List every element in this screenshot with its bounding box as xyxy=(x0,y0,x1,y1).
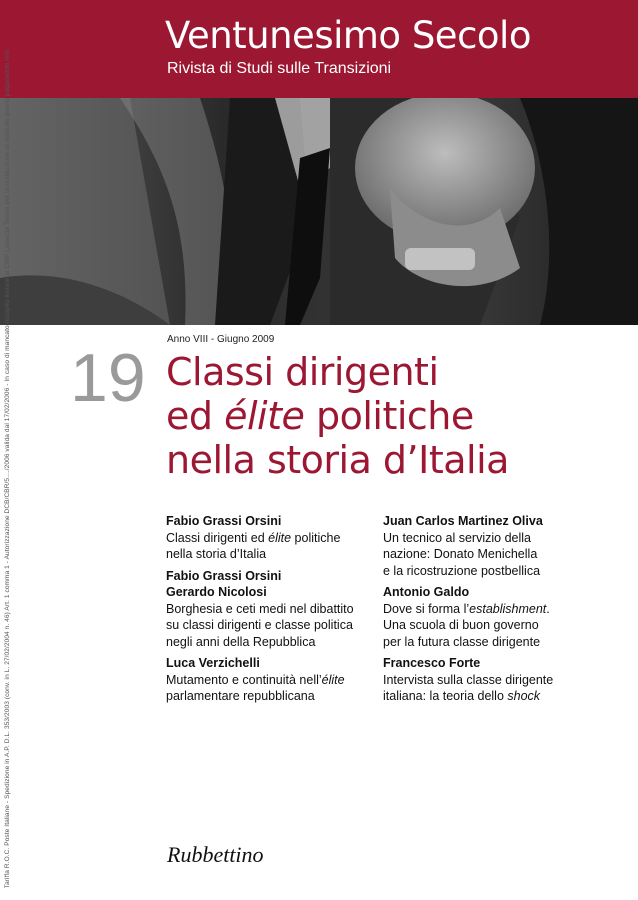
masthead xyxy=(0,0,638,98)
article-emphasis: establishment xyxy=(469,601,547,616)
article-text: italiana: la teoria dello xyxy=(383,689,508,703)
postal-notice xyxy=(0,0,16,900)
article-author: Fabio Grassi Orsini xyxy=(166,568,282,583)
title-text: ed xyxy=(166,394,225,438)
issue-title xyxy=(166,350,509,482)
issue-title-line-2 xyxy=(166,394,509,438)
title-emphasis: élite xyxy=(224,394,305,438)
contents-left-column xyxy=(166,513,366,710)
magazine-title: Ventunesimo Secolo xyxy=(165,14,531,57)
article-emphasis: élite xyxy=(321,672,345,687)
article-author: Antonio Galdo xyxy=(383,585,470,599)
article-title-line: Una scuola di buon governo xyxy=(383,618,539,632)
article-author: Juan Carlos Martinez Oliva xyxy=(383,514,543,528)
contents-entry xyxy=(383,513,583,579)
article-title-line: parlamentare repubblicana xyxy=(166,689,315,703)
article-author: Gerardo Nicolosi xyxy=(166,585,267,599)
article-emphasis: élite xyxy=(268,530,292,545)
contents-right-column xyxy=(383,513,583,710)
article-author: Fabio Grassi Orsini xyxy=(166,514,282,528)
article-title-line: su classi dirigenti e classe politica xyxy=(166,618,353,632)
article-text: . xyxy=(546,601,550,616)
title-text: politiche xyxy=(304,394,474,438)
article-text: politiche xyxy=(291,530,341,545)
article-text: Classi dirigenti ed xyxy=(166,530,269,545)
article-text: Dove si forma l’ xyxy=(383,601,470,616)
article-title-line: negli anni della Repubblica xyxy=(166,634,316,649)
article-title-line xyxy=(383,601,583,618)
contents-entry xyxy=(383,655,583,705)
article-text: Mutamento e continuità nell’ xyxy=(166,672,322,687)
cover-photo xyxy=(0,98,638,325)
contents-entry xyxy=(166,513,366,563)
article-title-line: Un tecnico al servizio della xyxy=(383,530,531,545)
issue-date: Anno VIII - Giugno 2009 xyxy=(167,334,275,345)
article-author: Luca Verzichelli xyxy=(166,656,260,670)
issue-number: 19 xyxy=(70,340,146,416)
article-author: Francesco Forte xyxy=(383,656,481,670)
contents-entry xyxy=(166,655,366,705)
article-title-line xyxy=(383,688,583,705)
article-title-line: Intervista sulla classe dirigente xyxy=(383,672,554,687)
article-title-line: e la ricostruzione postbellica xyxy=(383,563,541,578)
contents-entry xyxy=(383,584,583,650)
contents-entry xyxy=(166,568,366,651)
postal-notice-text: Tariffa R.O.C. Poste Italiane - Spedizione in A.P. D.L. 353/2003 (conv. in L. 27/02/2004 n. 46) Art. 1 comma 1 - Autorizzazione DCB/CBR/5..../2006 valida dal 17/02/2006 - In caso di mancato recapito inviare al CMP Lamezia Terme per la restituzione al mittente previo pagamento resi xyxy=(4,49,11,888)
article-title-line: per la futura classe dirigente xyxy=(383,634,541,649)
publisher-logo: Rubbettino xyxy=(167,842,264,867)
article-title-line xyxy=(166,530,366,547)
article-title-line: Borghesia e ceti medi nel dibattito xyxy=(166,601,354,616)
article-emphasis: shock xyxy=(507,689,541,703)
article-title-line xyxy=(166,672,366,689)
article-title-line: nella storia d’Italia xyxy=(166,547,267,561)
article-title-line: nazione: Donato Menichella xyxy=(383,547,538,561)
issue-title-line-1: Classi dirigenti xyxy=(166,350,439,394)
issue-title-line-3: nella storia d’Italia xyxy=(166,438,509,482)
magazine-subtitle: Rivista di Studi sulle Transizioni xyxy=(167,60,392,77)
